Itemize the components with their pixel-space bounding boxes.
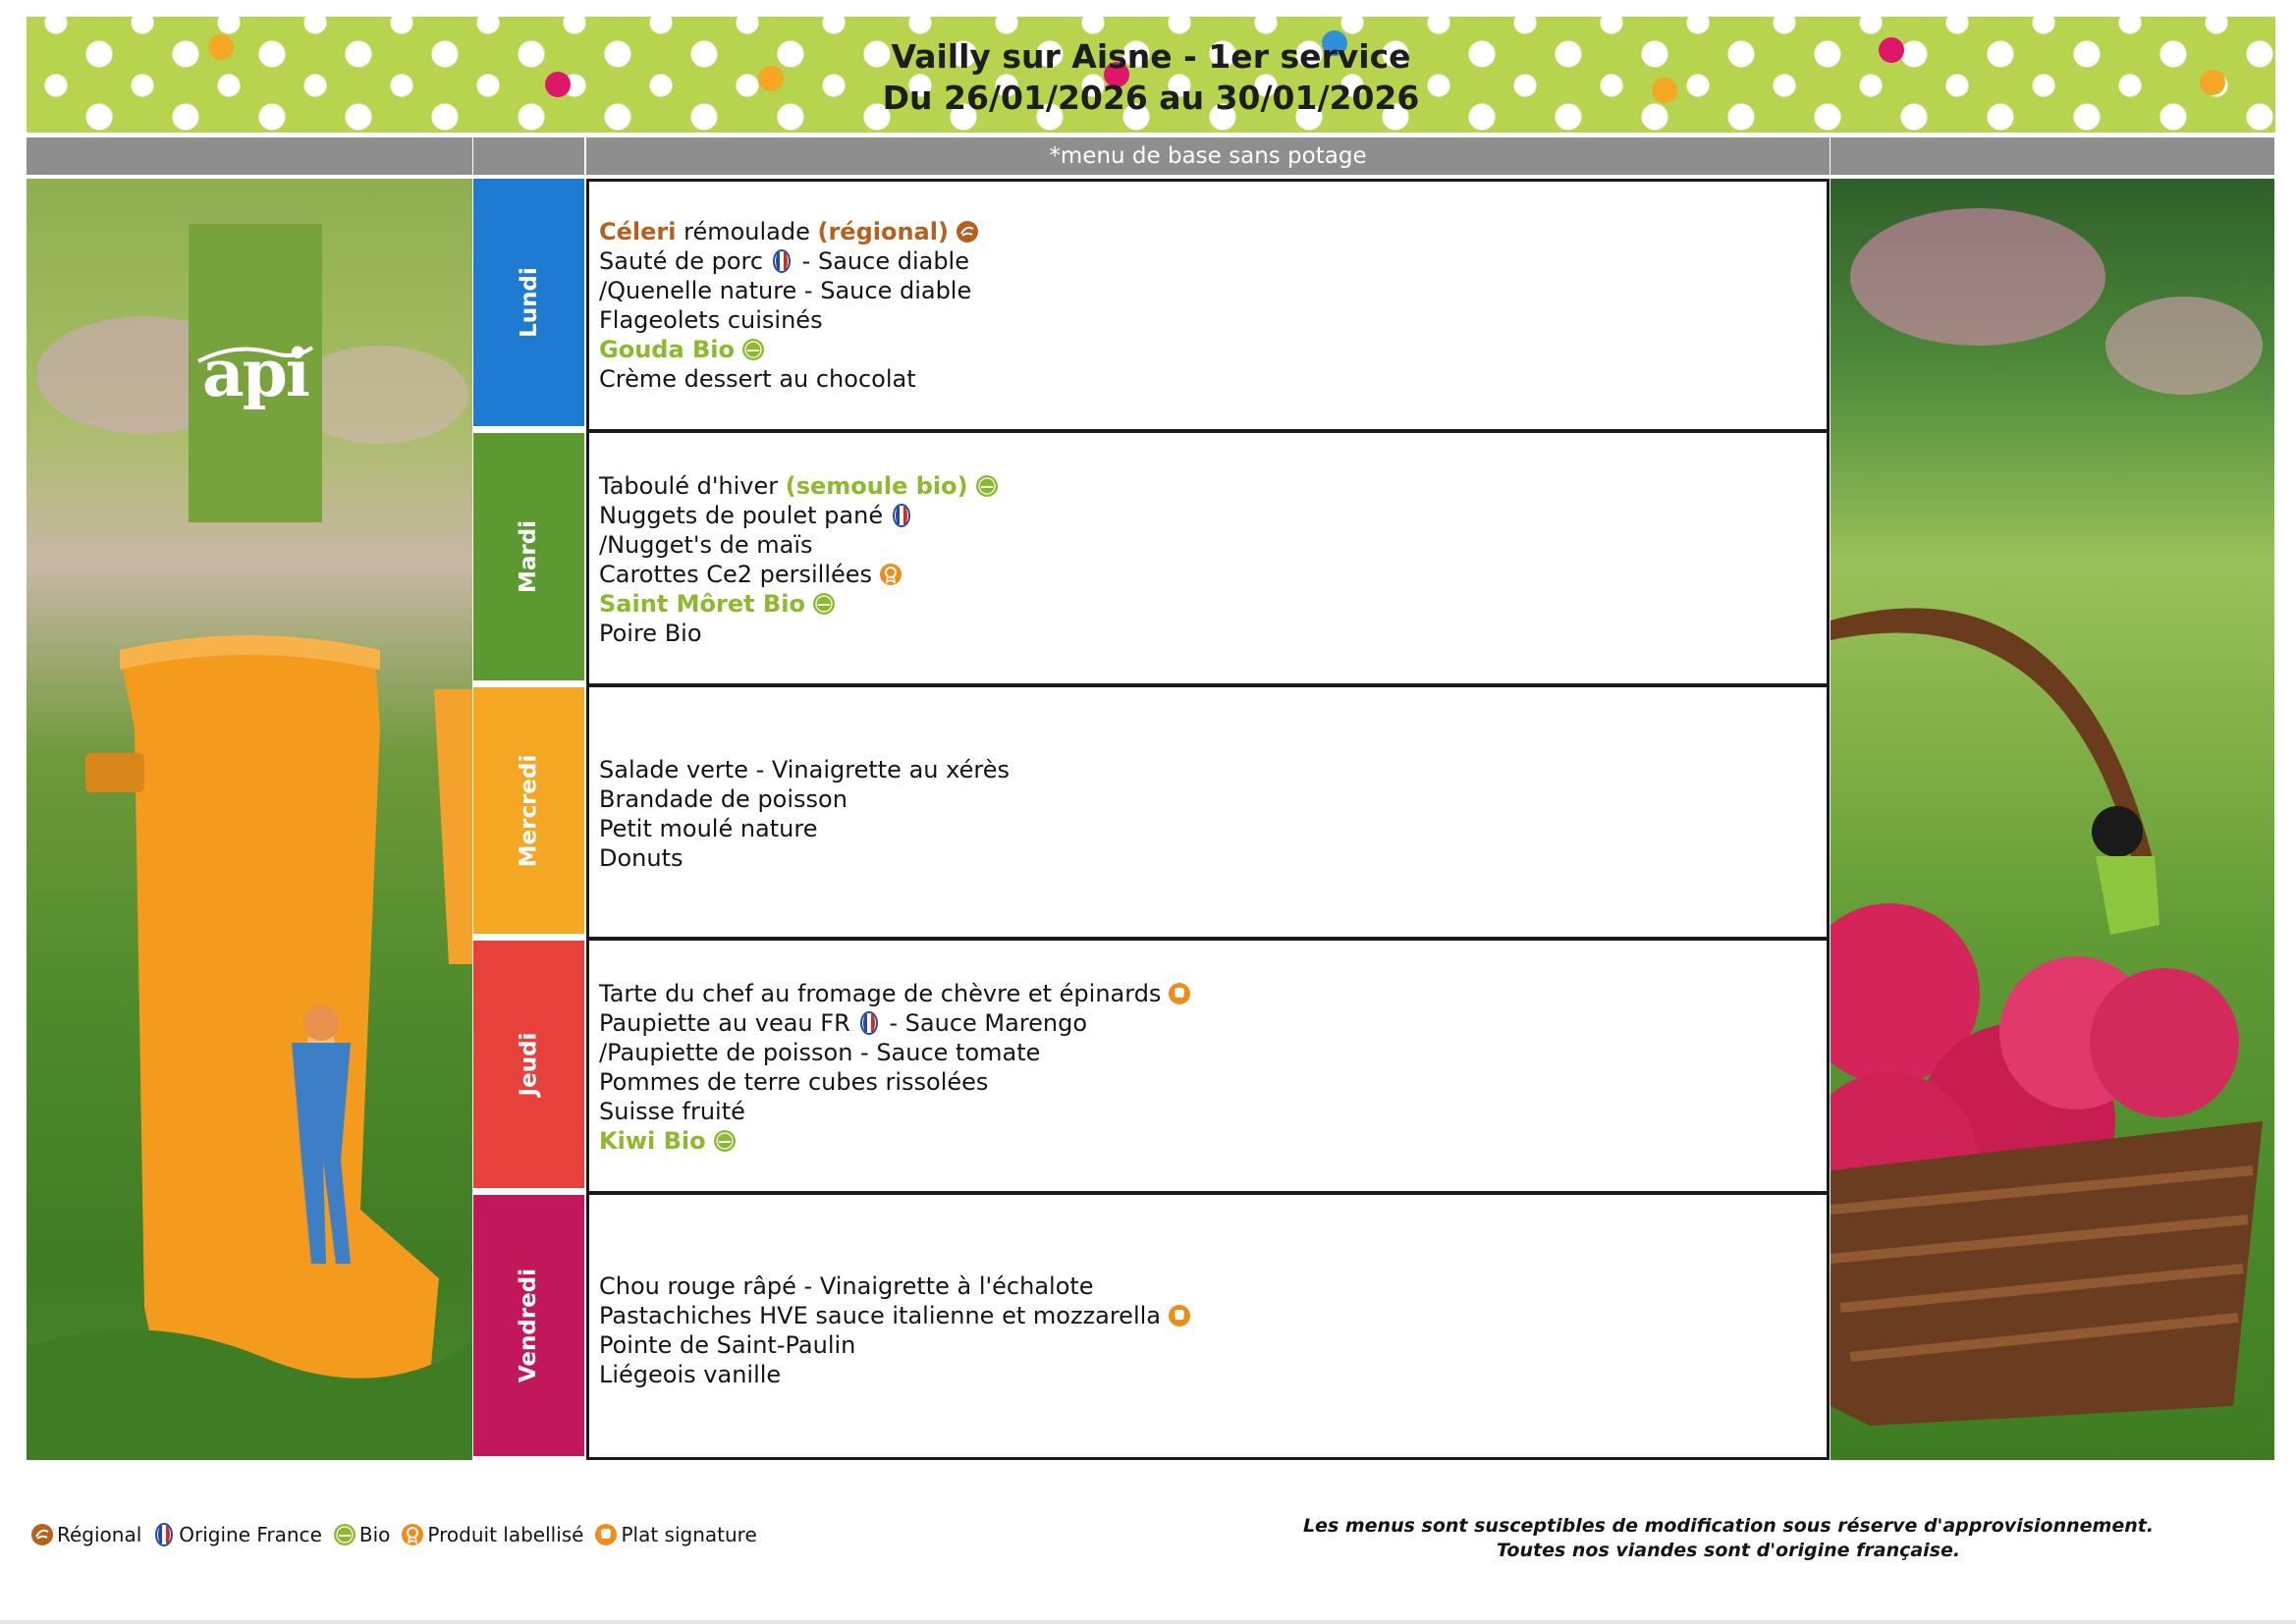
icon-legend	[29, 1522, 767, 1547]
menu-item	[599, 335, 1827, 364]
bio-icon	[332, 1522, 357, 1547]
menu-item	[599, 1301, 1827, 1330]
legend-label: Produit labellisé	[427, 1523, 584, 1546]
apple-basket-illustration	[1831, 179, 2274, 1460]
dish-text: Paupiette au veau FR	[599, 1009, 850, 1037]
menu-item	[599, 785, 1827, 814]
menu-item	[599, 843, 1827, 873]
header-bar-days	[473, 137, 584, 175]
regional-icon	[955, 219, 980, 244]
bio-text: Kiwi Bio	[599, 1127, 706, 1155]
day-tab-vendredi	[473, 1195, 584, 1456]
scan-edge	[0, 1620, 2296, 1624]
menu-day-lundi	[589, 182, 1827, 433]
day-label: Mardi	[516, 519, 542, 594]
menu-item	[599, 979, 1827, 1008]
header-bar-left	[27, 137, 472, 175]
bio-icon	[811, 591, 837, 617]
dish-text: Crème dessert au chocolat	[599, 365, 916, 393]
menu-item	[599, 305, 1827, 335]
day-tab-mercredi	[473, 687, 584, 934]
france-icon	[769, 248, 794, 274]
menu-item	[599, 1272, 1827, 1301]
signature-icon	[1167, 1303, 1192, 1328]
dish-text: Pastachiches HVE sauce italienne et mozzarella	[599, 1302, 1161, 1329]
day-column	[473, 179, 584, 1460]
header-bar-menu	[586, 137, 1830, 175]
dish-sauce-text: - Sauce diable	[794, 247, 969, 275]
api-logo-text: api	[202, 335, 308, 411]
dish-text: Pommes de terre cubes rissolées	[599, 1068, 989, 1096]
page-title	[27, 36, 2275, 119]
dish-text: Chou rouge râpé - Vinaigrette à l'échalote	[599, 1272, 1094, 1300]
dish-text: rémoulade	[676, 218, 818, 245]
menu-item	[599, 755, 1827, 785]
menu-day-mardi	[589, 436, 1827, 687]
dish-text: /Paupiette de poisson - Sauce tomate	[599, 1039, 1041, 1066]
legend-label: Plat signature	[621, 1523, 757, 1546]
title-line-2: Du 26/01/2026 au 30/01/2026	[882, 79, 1420, 117]
dish-text: Pointe de Saint-Paulin	[599, 1331, 856, 1359]
dish-text: Tarte du chef au fromage de chèvre et épinards	[599, 980, 1162, 1007]
menu-item	[599, 1038, 1827, 1067]
menu-item	[599, 1330, 1827, 1360]
dish-text: Suisse fruité	[599, 1098, 745, 1125]
disclaimer-line-1: Les menus sont susceptibles de modification sous réserve d'approvisionnement.	[1302, 1515, 2155, 1537]
regional-icon	[29, 1522, 55, 1547]
bio-icon	[740, 337, 766, 362]
dish-sauce-text: - Sauce Marengo	[881, 1009, 1088, 1037]
header-banner	[27, 17, 2275, 133]
menu-day-vendredi	[589, 1198, 1827, 1463]
menu-item	[599, 1008, 1827, 1038]
dish-text: Petit moulé nature	[599, 814, 818, 842]
legend-item	[593, 1522, 756, 1547]
menu-item	[599, 814, 1827, 843]
france-icon	[151, 1522, 177, 1547]
dish-text: Taboulé d'hiver	[599, 472, 786, 500]
menu-item	[599, 1067, 1827, 1097]
menu-item	[599, 276, 1827, 305]
regional-text: (régional)	[817, 218, 949, 245]
legend-label: Bio	[358, 1523, 391, 1546]
menu-item	[599, 530, 1827, 560]
legend-label: Régional	[57, 1523, 142, 1546]
bio-text: (semoule bio)	[785, 472, 968, 500]
menu-item	[599, 364, 1827, 394]
legend-item	[29, 1522, 141, 1547]
day-label: Vendredi	[516, 1268, 542, 1383]
france-icon	[889, 503, 914, 528]
menu-note: *menu de base sans potage	[1049, 143, 1367, 169]
bio-icon	[712, 1128, 738, 1154]
dish-text: Nuggets de poulet pané	[599, 502, 884, 529]
right-photo	[1831, 179, 2274, 1460]
title-line-1: Vailly sur Aisne - 1er service	[891, 37, 1411, 76]
bio-icon	[974, 473, 1000, 499]
api-logo	[189, 224, 322, 522]
label-icon	[400, 1522, 425, 1547]
dish-text: Sauté de porc	[599, 247, 764, 275]
day-label: Jeudi	[516, 1032, 542, 1097]
dish-text: Poire Bio	[599, 620, 702, 647]
legend-item	[332, 1522, 391, 1547]
regional-text: Céleri	[599, 218, 677, 245]
dish-text: Carottes Ce2 persillées	[599, 561, 873, 588]
legend-item	[151, 1522, 322, 1547]
bio-text: Saint Môret Bio	[599, 590, 805, 618]
france-icon	[856, 1010, 882, 1036]
header-bar-right	[1831, 137, 2274, 175]
menu-item	[599, 217, 1827, 246]
dish-text: Brandade de poisson	[599, 785, 847, 813]
menu-area	[586, 179, 1830, 1460]
signature-icon	[593, 1522, 619, 1547]
menu-item	[599, 501, 1827, 530]
left-photo	[27, 179, 472, 1460]
dish-text: /Quenelle nature - Sauce diable	[599, 277, 972, 304]
menu-item	[599, 471, 1827, 501]
menu-item	[599, 246, 1827, 276]
day-tab-jeudi	[473, 941, 584, 1188]
menu-item	[599, 589, 1827, 619]
menu-day-mercredi	[589, 690, 1827, 941]
logo-swoosh-icon	[196, 340, 314, 369]
day-label: Lundi	[516, 267, 542, 338]
menu-item	[599, 1097, 1827, 1126]
day-label: Mercredi	[516, 754, 542, 867]
dish-text: Liégeois vanille	[599, 1361, 782, 1388]
signature-icon	[1167, 981, 1192, 1006]
dish-text: Flageolets cuisinés	[599, 306, 823, 334]
day-tab-lundi	[473, 179, 584, 426]
legend-item	[400, 1522, 583, 1547]
menu-item	[599, 619, 1827, 648]
legend-label: Origine France	[179, 1523, 322, 1546]
label-icon	[878, 562, 903, 587]
menu-day-jeudi	[589, 944, 1827, 1195]
dish-text: Salade verte - Vinaigrette au xérès	[599, 755, 1010, 784]
dish-text: /Nugget's de maïs	[599, 531, 813, 559]
bio-text: Gouda Bio	[599, 336, 736, 363]
dish-text: Donuts	[599, 843, 683, 872]
menu-item	[599, 1126, 1827, 1156]
menu-item	[599, 1360, 1827, 1389]
day-tab-mardi	[473, 433, 584, 680]
menu-item	[599, 560, 1827, 589]
disclaimer-line-2: Toutes nos viandes sont d'origine française.	[1496, 1540, 1961, 1561]
disclaimer	[1188, 1514, 2269, 1563]
